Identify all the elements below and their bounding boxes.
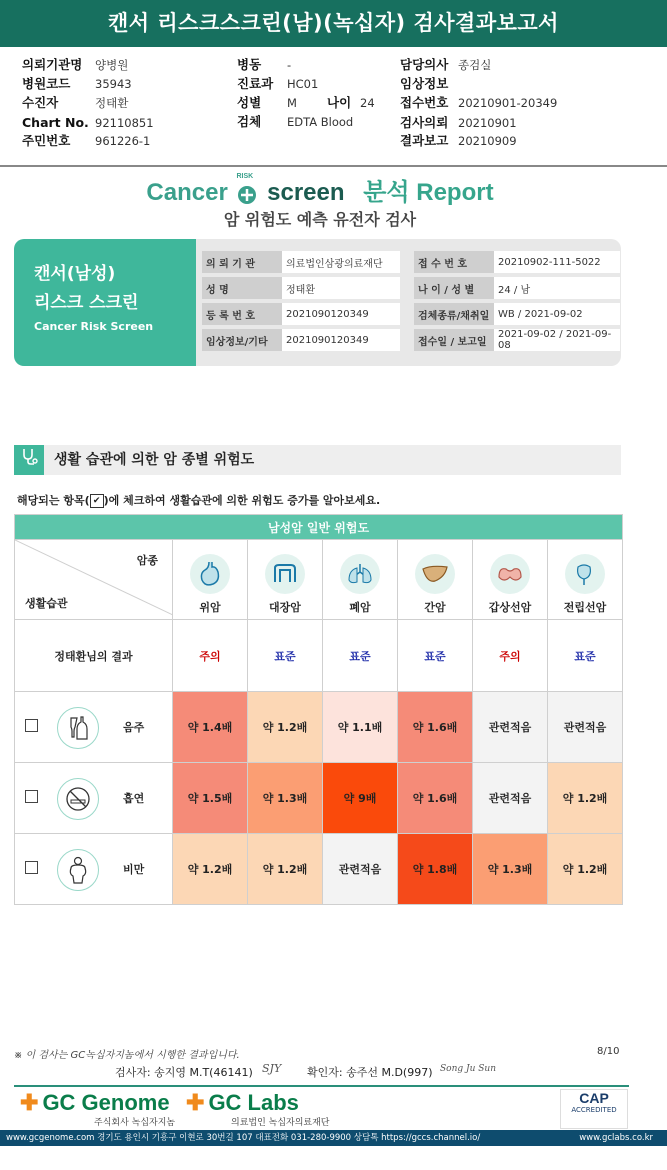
result-thyroid: 주의 <box>473 620 548 692</box>
smoking-checkbox[interactable] <box>25 790 38 803</box>
check-icon: ✔ <box>90 494 104 508</box>
corner-cell <box>15 540 173 620</box>
brand1-sub: 주식회사 녹십자지놈 <box>94 1118 176 1128</box>
risk-cell: 약 1.3배 <box>473 834 548 905</box>
instruction-post: )에 체크하여 생활습관에 의한 위험도 증가를 알아보세요. <box>103 494 381 507</box>
cancer-name: 갑상선암 <box>488 601 532 614</box>
logo-mark-icon <box>234 172 260 205</box>
risk-cell: 약 9배 <box>323 763 398 834</box>
pi-key: 검체종류/채취일 <box>414 303 494 325</box>
result-liver: 표준 <box>398 620 473 692</box>
section-title: 생활 습관에 의한 암 종별 위험도 <box>54 452 255 468</box>
doctor-value: 종검실 <box>458 58 492 72</box>
sex-label: 성별 <box>237 95 262 110</box>
contact-text: www.gcgenome.com 경기도 용인시 기흥구 이현로 30번길 107 대표전화 031-280-9900 상담톡 https://gccs.channel.io/ <box>6 1133 481 1143</box>
pi-value: 20210902-111-5022 <box>494 251 620 273</box>
pi-key: 등 록 번 호 <box>202 303 282 325</box>
pi-value: WB / 2021-09-02 <box>494 303 620 325</box>
cancer-col-liver <box>398 540 473 620</box>
pi-value: 2021090120349 <box>282 329 400 351</box>
risk-cell: 약 1.5배 <box>173 763 248 834</box>
receipt-label: 접수번호 <box>400 95 449 110</box>
logo-screen: screen <box>267 179 345 206</box>
gc-labs-logo <box>186 1090 299 1116</box>
risk-cell: 약 1.6배 <box>398 763 473 834</box>
report-value: 20210909 <box>458 134 517 148</box>
risk-cell: 약 1.8배 <box>398 834 473 905</box>
doctor-label: 담당의사 <box>400 57 449 72</box>
cancer-col-lung <box>323 540 398 620</box>
report-title: 캔서 리스크스크린(남)(녹십자) 검사결과보고서 <box>0 0 667 47</box>
receipt-value: 20210901-20349 <box>458 96 558 110</box>
gc-cross-icon: ✚ <box>186 1090 205 1115</box>
risk-cell: 약 1.2배 <box>173 834 248 905</box>
drinking-checkbox[interactable] <box>25 719 38 732</box>
risk-cell: 약 1.4배 <box>173 692 248 763</box>
cap-sub: ACCREDITED <box>571 1106 617 1114</box>
cancer-col-thyroid <box>473 540 548 620</box>
report-subtitle: 암 위험도 예측 유전자 검사 <box>223 210 417 229</box>
ward-label: 병동 <box>237 57 262 72</box>
stomach-icon <box>190 554 230 594</box>
habit-obesity <box>15 834 173 905</box>
patient-label: 수진자 <box>22 95 59 110</box>
pi-key: 접수일 / 보고일 <box>414 329 494 351</box>
card-line1: 캔서(남성) <box>34 264 116 284</box>
contact-bar <box>0 1130 667 1146</box>
liver-icon <box>415 554 455 594</box>
habit-drinking <box>15 692 173 763</box>
cancer-name: 전립선암 <box>563 601 607 614</box>
institution-value: 양병원 <box>95 58 129 72</box>
patient-value: 정태환 <box>95 96 129 110</box>
table-band: 남성암 일반 위험도 <box>15 515 623 540</box>
gc-cross-icon: ✚ <box>20 1090 39 1115</box>
rrn-label: 주민번호 <box>22 133 71 148</box>
meta-block <box>0 52 667 164</box>
result-label: 정태환님의 결과 <box>15 620 173 692</box>
product-card <box>14 239 196 366</box>
colon-icon <box>265 554 305 594</box>
gclabs-link[interactable]: www.gclabs.co.kr <box>579 1133 653 1143</box>
confirmer: 확인자: 송주선 M.D(997) <box>307 1066 433 1079</box>
institution-label: 의뢰기관명 <box>22 57 83 72</box>
cancer-risk-screen-logo <box>0 172 640 207</box>
obesity-checkbox[interactable] <box>25 861 38 874</box>
risk-cell: 약 1.2배 <box>248 692 323 763</box>
cancer-col-stomach <box>173 540 248 620</box>
brand2-text: GC Labs <box>208 1090 299 1115</box>
prostate-icon <box>565 554 605 594</box>
risk-cell: 약 1.2배 <box>248 834 323 905</box>
corner-bottom-label: 생활습관 <box>25 597 68 610</box>
logo-analysis: 분석 Report <box>363 179 494 206</box>
hospital-code-label: 병원코드 <box>22 76 71 91</box>
cancer-name: 위암 <box>199 601 221 614</box>
habit-name: 음주 <box>123 721 145 734</box>
risk-cell: 약 1.2배 <box>548 763 623 834</box>
header-divider <box>0 165 667 167</box>
result-prostate: 표준 <box>548 620 623 692</box>
pi-value: 2021-09-02 / 2021-09-08 <box>494 329 620 351</box>
pi-value: 정태환 <box>282 277 400 299</box>
sex-value: M <box>287 96 297 110</box>
instruction-pre: 해당되는 항목( <box>17 494 90 507</box>
pi-key: 성 명 <box>202 277 282 299</box>
brand2-sub: 의료법인 녹십자의료재단 <box>231 1118 330 1128</box>
habit-name: 비만 <box>123 863 145 876</box>
pi-value: 의료법인삼광의료재단 <box>282 251 400 273</box>
cancer-name: 대장암 <box>269 601 301 614</box>
card-line3: Cancer Risk Screen <box>34 320 154 333</box>
corner-top-label: 암종 <box>136 554 158 567</box>
page-number: 8/10 <box>597 1046 620 1057</box>
lung-icon <box>340 554 380 594</box>
thyroid-icon <box>490 554 530 594</box>
age-value: 24 <box>360 96 375 110</box>
risk-cell: 약 1.3배 <box>248 763 323 834</box>
ward-value: - <box>287 58 292 72</box>
specimen-label: 검체 <box>237 114 262 129</box>
cap-accredited-logo <box>560 1089 628 1129</box>
footnote: ※ 이 검사는 GC녹십자지놈에서 시행한 결과입니다. <box>14 1050 240 1061</box>
pi-value: 2021090120349 <box>282 303 400 325</box>
cancer-name: 폐암 <box>349 601 371 614</box>
risk-cell: 약 1.2배 <box>548 834 623 905</box>
pi-key: 나 이 / 성 별 <box>414 277 494 299</box>
dept-value: HC01 <box>287 77 319 91</box>
risk-cell: 관련적음 <box>548 692 623 763</box>
cap-text: CAP <box>579 1090 609 1106</box>
hospital-code-value: 35943 <box>95 77 132 91</box>
logo-cancer: Cancer <box>146 179 228 206</box>
age-label: 나이 <box>327 95 352 110</box>
pi-key: 접 수 번 호 <box>414 251 494 273</box>
risk-cell: 관련적음 <box>473 763 548 834</box>
risk-cell: 관련적음 <box>323 834 398 905</box>
report-label: 결과보고 <box>400 133 449 148</box>
rrn-value: 961226-1 <box>95 134 151 148</box>
result-lung: 표준 <box>323 620 398 692</box>
risk-cell: 관련적음 <box>473 692 548 763</box>
cancer-col-prostate <box>548 540 623 620</box>
pi-value: 24 / 남 <box>494 277 620 299</box>
alcohol-icon <box>57 707 99 749</box>
card-line2: 리스크 스크린 <box>34 293 139 313</box>
dept-label: 진료과 <box>237 76 274 91</box>
brand1-text: GC Genome <box>42 1090 170 1115</box>
habit-name: 흡연 <box>123 792 145 805</box>
examiner: 검사자: 송지영 M.T(46141) <box>115 1066 253 1079</box>
result-colon: 표준 <box>248 620 323 692</box>
no-smoking-icon <box>57 778 99 820</box>
risk-table <box>14 514 623 905</box>
chart-value: 92110851 <box>95 116 154 130</box>
specimen-value: EDTA Blood <box>287 115 354 129</box>
risk-cell: 약 1.6배 <box>398 692 473 763</box>
section-header <box>14 445 621 475</box>
chart-label: Chart No. <box>22 115 89 130</box>
habit-smoking <box>15 763 173 834</box>
footer-divider <box>14 1085 629 1087</box>
confirmer-signature: Song Ju Sun <box>440 1064 497 1074</box>
pi-key: 의 뢰 기 관 <box>202 251 282 273</box>
cancer-name: 간암 <box>424 601 446 614</box>
clinical-label: 임상정보 <box>400 76 449 91</box>
pi-key: 임상정보/기타 <box>202 329 282 351</box>
request-label: 검사의뢰 <box>400 115 449 130</box>
logo-risk: RISK <box>236 172 254 180</box>
examiner-signature: SJY <box>262 1062 282 1075</box>
instruction-text <box>17 492 380 508</box>
request-value: 20210901 <box>458 116 517 130</box>
result-stomach: 주의 <box>173 620 248 692</box>
stethoscope-icon <box>14 445 44 475</box>
gc-genome-logo <box>20 1090 170 1116</box>
patient-info-panel <box>196 239 621 366</box>
cancer-col-colon <box>248 540 323 620</box>
obesity-icon <box>57 849 99 891</box>
risk-cell: 약 1.1배 <box>323 692 398 763</box>
